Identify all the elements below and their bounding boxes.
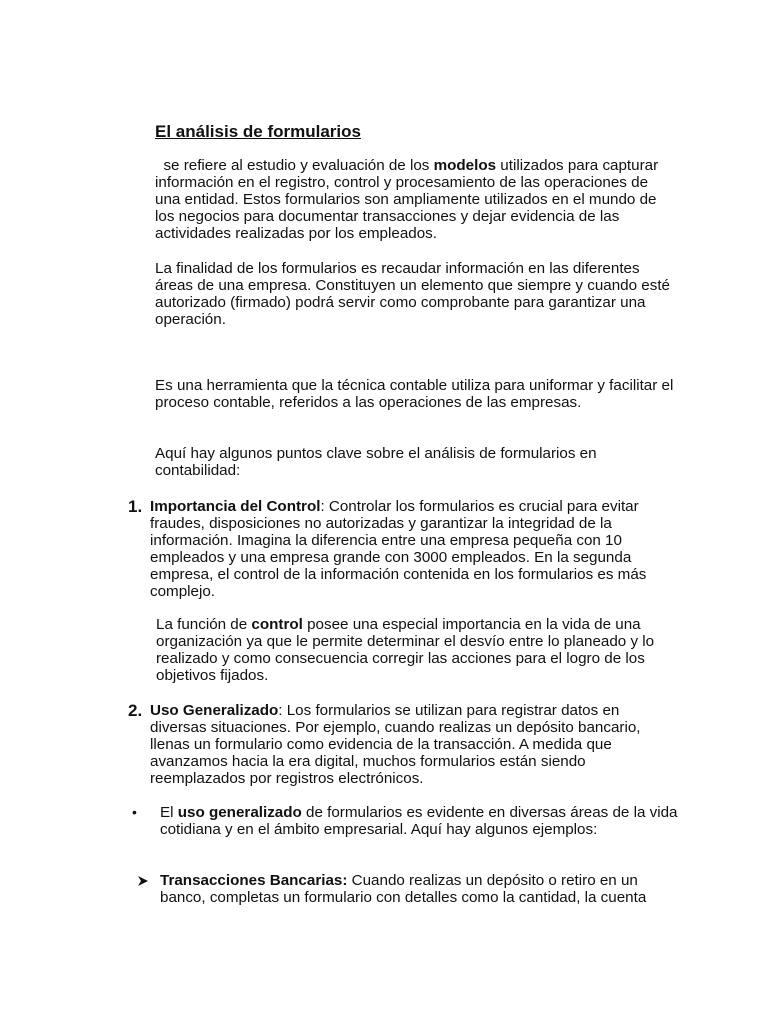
bullet-text-start: El — [160, 804, 178, 821]
intro-paragraph — [155, 157, 675, 242]
bullet-icon: • — [132, 804, 137, 820]
arrow-item-text: Cuando realizas un depósito o retiro en un banco, completas un formulario con detalles como la cantidad, la cuenta — [160, 872, 647, 906]
list-item-usage-heading: Uso Generalizado — [150, 702, 279, 719]
arrow-item-heading: Transacciones Bancarias: — [160, 872, 348, 889]
control-function-end: posee una especial importancia en la vida de una organización ya que le permite determinar el desvío entre lo planeado y lo realizado y como consecuencia corregir las acciones para el logro de los objetivos fijados. — [156, 616, 655, 684]
list-item-control-heading: Importancia del Control — [150, 498, 321, 515]
control-function-start: La función de — [156, 616, 252, 633]
control-function-paragraph — [156, 616, 671, 684]
list-number-2: 2. — [128, 701, 143, 720]
arrow-item-bank — [160, 872, 680, 906]
intro-text-start: se refiere al estudio y evaluación de los — [163, 157, 434, 174]
intro-text-end: utilizados para capturar información en el registro, control y procesamiento de las operaciones de una entidad. Estos formularios son ampliamente utilizados en el mundo de los negocios para documentar transacciones y dejar evidencia de las actividades realizadas por los empleados. — [155, 157, 659, 242]
key-points-intro: Aquí hay algunos puntos clave sobre el análisis de formularios en contabilidad: — [155, 445, 597, 479]
control-bold-term: control — [251, 616, 303, 633]
bullet-bold-term: uso generalizado — [177, 804, 302, 821]
list-item-control — [150, 498, 680, 600]
arrow-bullet-icon — [136, 874, 150, 888]
list-item-usage — [150, 702, 680, 787]
purpose-paragraph: La finalidad de los formularios es recaudar información en las diferentes áreas de una empresa. Constituyen un elemento que siempre y cuando esté autorizado (firmado) podrá servir como comprobante para garantizar una operación. — [155, 260, 671, 328]
list-number-1: 1. — [128, 497, 143, 516]
list-item-control-text: : Controlar los formularios es crucial para evitar fraudes, disposiciones no autorizadas y garantizar la integridad de la información. Imagina la diferencia entre una empresa pequeña con 10 empleados y una empresa grande con 3000 empleados. En la segunda empresa, el control de la información contenida en los formularios es más complejo. — [150, 498, 647, 600]
tool-paragraph: Es una herramienta que la técnica contable utiliza para uniformar y facilitar el proceso contable, referidos a las operaciones de las empresas. — [155, 377, 674, 411]
list-item-usage-text: : Los formularios se utilizan para registrar datos en diversas situaciones. Por ejemplo, cuando realizas un depósito bancario, llenas un formulario como evidencia de la transacción. A medida que avanzamos hacia la era digital, muchos formularios están siendo reemplazados por registros electrónicos. — [150, 702, 641, 787]
bullet-item — [160, 804, 680, 838]
intro-bold-term: modelos — [433, 157, 497, 174]
bullet-text-end: de formularios es evidente en diversas áreas de la vida cotidiana y en el ámbito empresarial. Aquí hay algunos ejemplos: — [160, 804, 678, 838]
document-title: El análisis de formularios — [155, 122, 361, 141]
